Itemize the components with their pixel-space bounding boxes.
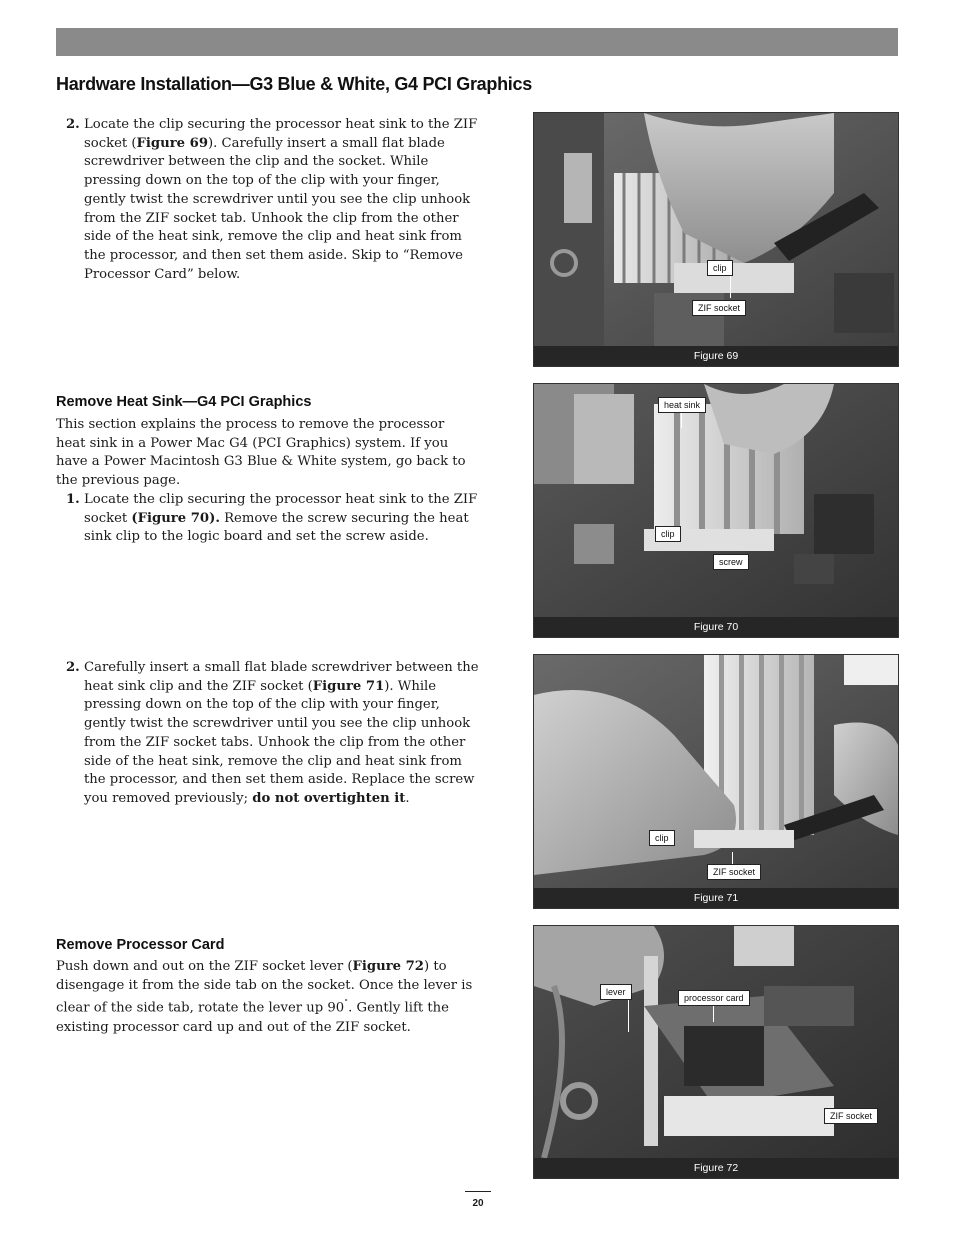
- callout-zif-socket: ZIF socket: [707, 864, 761, 880]
- callout-clip: clip: [649, 830, 675, 846]
- callout-screw: screw: [713, 554, 749, 570]
- step-text: Locate the clip securing the processor heat sink to the ZIF socket (Figure 70). Remove the screw securing the heat sink clip to the logic board and set the screw aside.: [84, 492, 478, 545]
- figure-69: [533, 112, 899, 367]
- callout-zif-socket: ZIF socket: [692, 300, 746, 316]
- page-number: 20: [472, 1198, 484, 1209]
- figure-caption: Figure 70: [534, 617, 898, 637]
- callout-clip: clip: [707, 260, 733, 276]
- page-title: Hardware Installation—G3 Blue & White, G4 PCI Graphics: [56, 74, 532, 94]
- figure-ref: Figure 72: [352, 959, 424, 974]
- step-number: 1.: [66, 492, 80, 507]
- figure-71-photo: [534, 655, 898, 888]
- callout-zif-socket: ZIF socket: [824, 1108, 878, 1124]
- g4-step-2: [66, 659, 480, 809]
- figure-70-photo: [534, 384, 898, 617]
- degree-symbol: ˚: [344, 999, 349, 1009]
- figure-ref: Figure 71: [312, 678, 385, 694]
- figure-ref: (Figure 70).: [131, 510, 220, 526]
- figure-caption: Figure 69: [534, 346, 898, 366]
- page-number-rule: [465, 1191, 491, 1192]
- figure-caption: Figure 71: [534, 888, 898, 908]
- section-heading-card: Remove Processor Card: [56, 937, 225, 953]
- g3-step-2: [66, 116, 480, 284]
- header-bar: [56, 28, 898, 56]
- g4-step-1: [66, 491, 480, 547]
- step-number: 2.: [66, 117, 80, 132]
- callout-processor-card: processor card: [678, 990, 750, 1006]
- figure-caption: Figure 72: [534, 1158, 898, 1178]
- figure-72: [533, 925, 899, 1179]
- step-text: Locate the clip securing the processor heat sink to the ZIF socket (Figure 69). Carefully insert a small flat blade screwdriver between the clip and the socket. While pressing down on the top of the clip with your finger, gently twist the screwdriver until you see the clip unhook from the ZIF socket tab. Unhook the clip from the other side of the heat sink, remove the clip and heat sink from the processor, and then set them aside. Skip to “Remove Processor Card” below.: [84, 117, 478, 282]
- figure-ref: Figure 69: [136, 135, 208, 151]
- warning-text: do not overtighten it: [252, 790, 406, 806]
- section-heading-g4: Remove Heat Sink—G4 PCI Graphics: [56, 394, 312, 410]
- callout-lever: lever: [600, 984, 632, 1000]
- step-text: Carefully insert a small flat blade screwdriver between the heat sink clip and the ZIF socket (Figure 71). While pressing down on the top of the clip with your finger, gently twist the screwdriver until you see the clip unhook from the ZIF socket tabs. Unhook the clip from the other side of the heat sink, remove the clip and heat sink from the processor, and then set them aside. Replace the screw you removed previously; do not overtighten it.: [84, 660, 479, 806]
- step-number: 2.: [66, 660, 80, 675]
- g4-intro: This section explains the process to remove the processor heat sink in a Power Mac G4 (PCI Graphics) system. If you have a Power Macintosh G3 Blue & White system, go back to the previous page.: [56, 417, 466, 489]
- callout-clip: clip: [655, 526, 681, 542]
- card-text: Push down and out on the ZIF socket lever (Figure 72) to disengage it from the side tab on the socket. Once the lever is clear of the side tab, rotate the lever up 90˚. Gently lift the existing processor card up and out of the ZIF socket.: [56, 959, 473, 1035]
- figure-71: [533, 654, 899, 909]
- callout-heat-sink: heat sink: [658, 397, 706, 413]
- figure-70: [533, 383, 899, 638]
